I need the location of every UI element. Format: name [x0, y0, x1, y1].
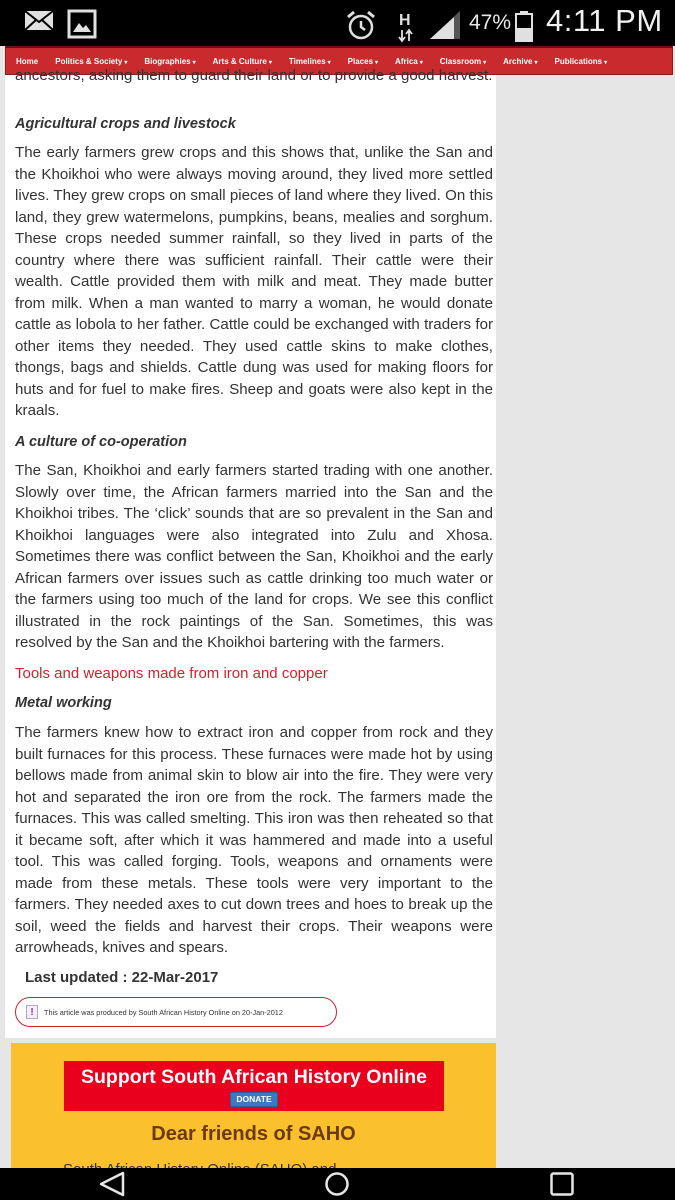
status-bar	[0, 0, 675, 46]
chevron-down-icon: ▾	[604, 59, 608, 66]
nav-publications[interactable]: Publications ▾	[554, 56, 608, 66]
recents-button[interactable]	[549, 1171, 575, 1197]
heading-co-operation: A culture of co-operation	[15, 434, 187, 450]
right-gutter	[496, 75, 675, 1168]
heading-crops-livestock: Agricultural crops and livestock	[15, 116, 236, 132]
nav-places[interactable]: Places ▾	[347, 56, 379, 66]
gallery-icon	[68, 10, 96, 38]
alarm-icon	[345, 10, 377, 40]
paragraph-metal-working: The farmers knew how to extract iron and copper from rock and they built furnaces for this process. These furnaces were made hot by using bellows made from animal skin to blow air into the fire. They were very hot and separated the iron ore from the rock. The farmers made the furnaces. This was called smelting. This iron was then reheated so that it became soft, after which it was hammered and made into a useful tool. This was called forging. Tools, weapons and ornaments were made from these metals. These tools were very important to the farmers. They needed axes to cut down trees and hoes to break up the soil, weed the fields and harvest their crops. Their weapons were arrowheads, knives and spears.	[15, 724, 493, 956]
home-circle-icon	[327, 1174, 348, 1195]
chevron-down-icon: ▾	[192, 59, 196, 66]
chevron-down-icon: ▾	[534, 59, 538, 66]
support-banner	[64, 1061, 444, 1111]
chevron-down-icon: ▾	[327, 59, 331, 66]
article-credit-box	[15, 997, 337, 1027]
paragraph-crops-livestock: The early farmers grew crops and this shows that, unlike the San and the Khoikhoi who were always moving around, they lived more settled lives. They grew crops on small pieces of land where they lived. On this land, they grew watermelons, pumpkins, beans, mealies and sorghum. These crops needed summer rainfall, so they lived in parts of the country where there was sufficient rainfall. Their cattle were their wealth. Cattle provided them with milk and meat. They made butter from milk. When a man wanted to marry a woman, he would donate cattle as lobola to her father. Cattle could be exchanged with traders for other items they needed. They used cattle skins to make clothes, thongs, bags and shields. Cattle dung was used for making floors for huts and for fuel to make fires. Sheep and goats were also kept in the kraals.	[15, 144, 493, 419]
chevron-down-icon: ▾	[375, 59, 379, 66]
hplus-network-icon	[396, 10, 416, 46]
article-credit-text: This article was produced by South African History Online on 20-Jan-2012	[44, 1007, 283, 1017]
android-nav-bar	[0, 1168, 675, 1200]
heading-tools-weapons: Tools and weapons made from iron and copper	[15, 665, 328, 682]
paragraph-intro-tail: ancestors, asking them to guard their land or to provide a good harvest.	[15, 67, 493, 84]
back-button[interactable]	[99, 1171, 125, 1197]
paragraph-co-operation: The San, Khoikhoi and early farmers started trading with one another. Slowly over time, the African farmers married into the San and the Khoikhoi tribes. The ‘click’ sounds that are so prevalent in the San and Khoikhoi languages were also integrated into Zulu and Xhosa. Sometimes there was conflict between the San, Khoikhoi and the early African farmers over issues such as cattle drinking too much water or the farmers using too much of the land for crops. We see this conflict illustrated in the rock paintings of the San. Sometimes, this was resolved by the San and the Khoikhoi bartering with the farmers.	[15, 462, 493, 651]
nav-africa[interactable]: Africa ▾	[395, 56, 423, 66]
nav-home[interactable]: Home	[16, 56, 39, 66]
battery-icon	[514, 10, 534, 42]
support-title: Support South African History Online	[81, 1066, 427, 1088]
chevron-down-icon: ▾	[268, 59, 272, 66]
signal-icon	[428, 10, 462, 40]
recents-square-icon	[552, 1174, 573, 1195]
chevron-down-icon: ▾	[124, 59, 128, 66]
battery-percent: 47%	[469, 11, 512, 34]
clock: 4:11 PM	[546, 3, 663, 38]
nav-biographies[interactable]: Biographies ▾	[144, 56, 196, 66]
back-triangle-icon	[101, 1173, 123, 1195]
article-body	[5, 67, 496, 1038]
home-button[interactable]	[324, 1171, 350, 1197]
mail-icon	[24, 10, 54, 31]
network-type-label: H	[399, 12, 411, 29]
donate-panel	[11, 1043, 496, 1168]
nav-classroom[interactable]: Classroom ▾	[439, 56, 487, 66]
heading-metal-working: Metal working	[15, 695, 112, 711]
chevron-down-icon: ▾	[483, 59, 487, 66]
dear-friends-heading: Dear friends of SAHO	[151, 1123, 356, 1145]
nav-timelines[interactable]: Timelines ▾	[288, 56, 331, 66]
chevron-down-icon: ▾	[419, 59, 423, 66]
nav-archive[interactable]: Archive ▾	[503, 56, 538, 66]
donate-button[interactable]: DONATE	[230, 1092, 278, 1107]
nav-arts-culture[interactable]: Arts & Culture ▾	[212, 56, 272, 66]
last-updated-label: Last updated : 22-Mar-2017	[25, 969, 219, 986]
nav-politics-society[interactable]: Politics & Society ▾	[55, 56, 128, 66]
info-icon: !	[26, 1005, 38, 1019]
